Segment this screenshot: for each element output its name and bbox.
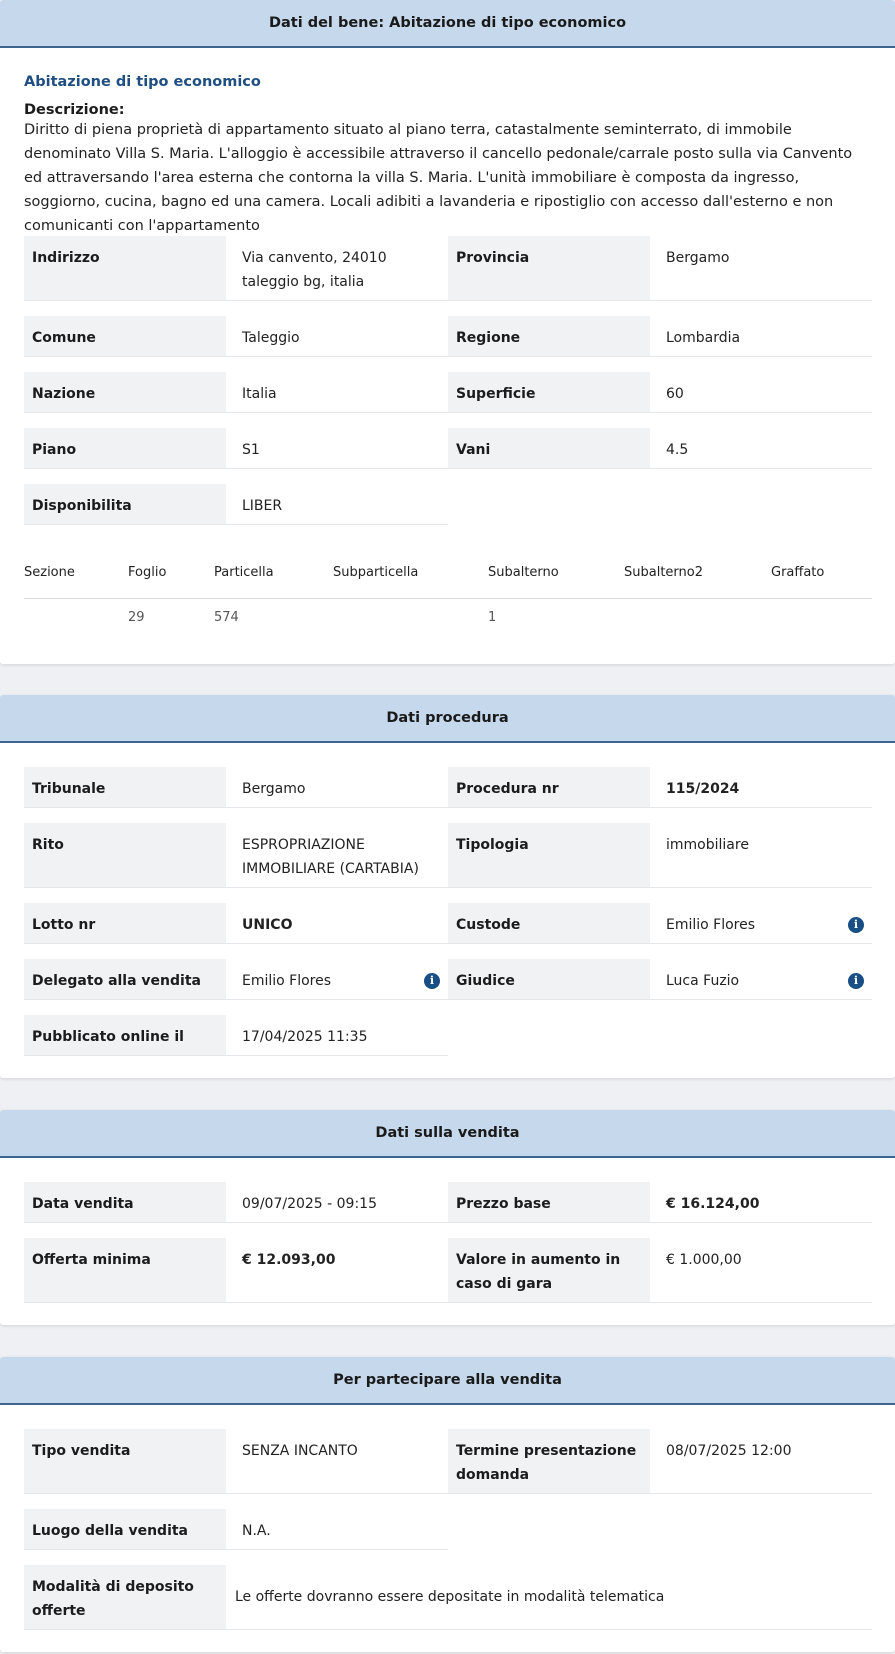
table-row [24, 598, 872, 636]
field-tribunale [24, 767, 448, 808]
col-subalterno2: Subalterno2 [624, 548, 771, 598]
field-key: Vani [448, 428, 650, 468]
field-disponibilita [24, 484, 448, 525]
col-subparticella: Subparticella [333, 548, 488, 598]
field-procedura-nr [448, 767, 872, 808]
field-key: Regione [448, 316, 650, 356]
property-subtitle: Abitazione di tipo economico [24, 74, 261, 90]
field-comune [24, 316, 448, 357]
field-key: Lotto nr [24, 903, 226, 943]
field-value: Italia [242, 386, 277, 402]
field-key: Valore in aumento in caso di gara [448, 1238, 650, 1302]
field-key: Piano [24, 428, 226, 468]
cell-foglio: 29 [128, 609, 145, 625]
cell-subparticella [333, 598, 488, 636]
field-value: ESPROPRIAZIONE IMMOBILIARE (CARTABIA) [242, 837, 419, 877]
card-dati-vendita [0, 1110, 895, 1325]
col-subalterno: Subalterno [488, 548, 624, 598]
card-dati-bene [0, 0, 895, 664]
field-rito [24, 823, 448, 888]
field-offerta-minima [24, 1238, 448, 1303]
field-key: Tribunale [24, 767, 226, 807]
field-value: 4.5 [666, 442, 689, 458]
field-value: Luca Fuzio [666, 973, 740, 989]
card-body-dati-bene [0, 74, 895, 238]
field-key: Nazione [24, 372, 226, 412]
field-value-container [650, 903, 872, 943]
field-value: Bergamo [666, 250, 730, 266]
field-key: Luogo della vendita [24, 1509, 226, 1549]
card-header-dati-vendita: Dati sulla vendita [0, 1110, 895, 1158]
field-key: Tipo vendita [24, 1429, 226, 1493]
field-value: 60 [666, 386, 684, 402]
field-value: Bergamo [242, 781, 306, 797]
description-label: Descrizione: [24, 102, 125, 118]
field-value: Via canvento, 24010 taleggio bg, italia [242, 250, 387, 290]
field-key: Rito [24, 823, 226, 887]
field-value: UNICO [242, 917, 293, 933]
field-value-container [650, 959, 872, 999]
field-key: Tipologia [448, 823, 650, 887]
field-key: Data vendita [24, 1182, 226, 1222]
cell-sezione [24, 598, 128, 636]
card-header-partecipare: Per partecipare alla vendita [0, 1357, 895, 1405]
field-key: Indirizzo [24, 236, 226, 300]
card-header-dati-procedura: Dati procedura [0, 695, 895, 743]
field-value-container [226, 959, 448, 999]
card-header-dati-bene: Dati del bene: Abitazione di tipo economico [0, 0, 895, 48]
field-value: 08/07/2025 12:00 [666, 1443, 792, 1459]
field-indirizzo [24, 236, 448, 301]
field-key: Offerta minima [24, 1238, 226, 1302]
field-value: SENZA INCANTO [242, 1443, 358, 1459]
col-graffato: Graffato [771, 548, 872, 598]
field-value: € 1.000,00 [666, 1252, 742, 1268]
field-key: Procedura nr [448, 767, 650, 807]
cell-particella: 574 [214, 609, 239, 625]
field-provincia [448, 236, 872, 301]
field-value: LIBER [242, 498, 283, 514]
field-key: Prezzo base [448, 1182, 650, 1222]
field-piano [24, 428, 448, 469]
field-value: 09/07/2025 - 09:15 [242, 1196, 377, 1212]
field-superficie [448, 372, 872, 413]
col-sezione: Sezione [24, 548, 128, 598]
cadastre-table [24, 548, 872, 636]
field-value: € 12.093,00 [242, 1252, 336, 1268]
card-dati-procedura [0, 695, 895, 1078]
field-luogo-vendita [24, 1509, 448, 1550]
field-nazione [24, 372, 448, 413]
field-prezzo-base [448, 1182, 872, 1223]
cell-graffato [771, 598, 872, 636]
info-icon[interactable]: i [424, 973, 440, 989]
field-valore-aumento [448, 1238, 872, 1303]
field-data-vendita [24, 1182, 448, 1223]
field-modalita-deposito [24, 1565, 872, 1630]
field-key: Comune [24, 316, 226, 356]
field-value: S1 [242, 442, 260, 458]
field-value: Lombardia [666, 330, 741, 346]
field-value: Emilio Flores [666, 917, 756, 933]
cell-subalterno: 1 [488, 609, 497, 625]
field-termine-presentazione [448, 1429, 872, 1494]
field-value: € 16.124,00 [666, 1196, 760, 1212]
col-particella: Particella [214, 548, 333, 598]
field-regione [448, 316, 872, 357]
info-icon[interactable]: i [848, 917, 864, 933]
field-value: immobiliare [666, 837, 749, 853]
field-custode [448, 903, 872, 944]
field-value: Emilio Flores [242, 973, 332, 989]
field-pubblicato [24, 1015, 448, 1056]
info-icon[interactable]: i [848, 973, 864, 989]
description-text: Diritto di piena proprietà di appartamento situato al piano terra, catastalmente seminterrato, di immobile denominato Villa S. Maria. L'alloggio è accessibile attraverso il cancello pedonale/carrale posto sulla via Canvento ed attraversando l'area esterna che contorna la villa S. Maria. L'unità immobiliare è composta da ingresso, soggiorno, cucina, bagno ed una camera. Locali adibiti a lavanderia e ripostiglio con accesso dall'esterno e non comunicanti con l'appartamento [24, 122, 853, 234]
field-value: N.A. [242, 1523, 271, 1539]
field-tipo-vendita [24, 1429, 448, 1494]
field-key: Disponibilita [24, 484, 226, 524]
field-key: Provincia [448, 236, 650, 300]
cell-subalterno2 [624, 598, 771, 636]
field-key: Custode [448, 903, 650, 943]
field-value: Le offerte dovranno essere depositate in modalità telematica [235, 1589, 665, 1605]
field-value: 115/2024 [666, 781, 740, 797]
field-key: Termine presentazione domanda [448, 1429, 650, 1493]
field-giudice [448, 959, 872, 1000]
card-partecipare [0, 1357, 895, 1652]
field-value: 17/04/2025 11:35 [242, 1029, 368, 1045]
field-key: Superficie [448, 372, 650, 412]
field-key: Giudice [448, 959, 650, 999]
field-tipologia [448, 823, 872, 888]
field-key: Pubblicato online il [24, 1015, 226, 1055]
field-value: Taleggio [242, 330, 300, 346]
field-key: Modalità di deposito offerte [24, 1565, 226, 1629]
field-delegato [24, 959, 448, 1000]
col-foglio: Foglio [128, 548, 214, 598]
field-lotto-nr [24, 903, 448, 944]
cadastre-header-row [24, 548, 872, 598]
field-key: Delegato alla vendita [24, 959, 226, 999]
field-vani [448, 428, 872, 469]
